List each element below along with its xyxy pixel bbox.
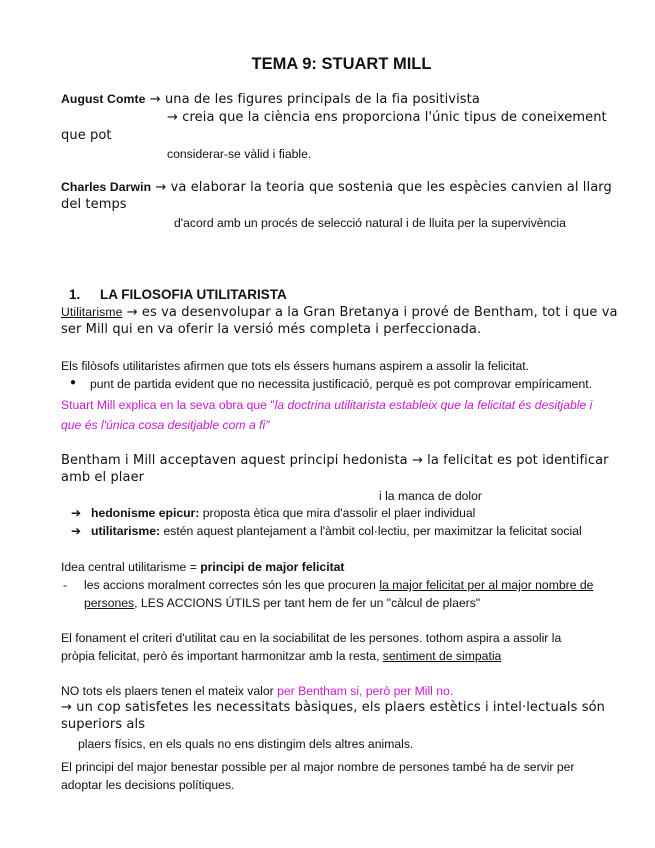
central-idea xyxy=(61,560,344,574)
intro-line-1 xyxy=(61,305,618,320)
actions-post: , LES ACCIONS ÚTILS per tant hem de fer un "càlcul de plaers" xyxy=(134,596,481,610)
final-line-1: El principi del major benestar possible per al major nombre de persones també ha de servir per xyxy=(61,760,575,774)
dash-bullet: - xyxy=(63,578,68,592)
not-all-text: NO tots els plaers tenen el mateix valor xyxy=(61,684,278,698)
epicur-term: hedonisme epicur: xyxy=(91,506,200,520)
bullet-dot: ● xyxy=(70,377,77,388)
util-term: utilitarisme: xyxy=(91,524,161,538)
comte-name: August Comte xyxy=(61,92,146,106)
fonament-line-1: El fonament el criteri d'utilitat cau en la sociabilitat de les persones. tothom aspira a assolir la xyxy=(61,631,562,645)
darwin-line-2: del temps xyxy=(61,197,127,212)
arrow-bullet-epicur: ➔ xyxy=(71,506,82,520)
darwin-line-1 xyxy=(61,180,612,195)
util-line xyxy=(91,524,582,538)
actions-underline-1: la major felicitat per al major nombre de xyxy=(379,578,594,592)
intro-line-1-text: → es va desenvolupar a la Gran Bretanya i prové de Bentham, tot i que va xyxy=(122,305,618,320)
intro-term: Utilitarisme xyxy=(61,305,123,319)
fonament-line-2 xyxy=(61,649,501,663)
hedonism-line-3: i la manca de dolor xyxy=(379,489,482,503)
epicur-line xyxy=(91,506,475,520)
fonament-text: pròpia felicitat, però és important harmonitzar amb la resta, xyxy=(61,649,383,663)
darwin-line-3: d'acord amb un procés de selecció natural i de lluita per la supervivència xyxy=(174,216,566,230)
idea-bold: principi de major felicitat xyxy=(200,560,345,574)
satisfied-line-3: plaers físics, en els quals no ens distingim dels altres animals. xyxy=(78,737,414,751)
sympathy-underline: sentiment de simpatia xyxy=(382,649,502,663)
actions-line-1 xyxy=(84,578,593,592)
hedonism-line-1: Bentham i Mill acceptaven aquest principi hedonista → la felicitat es pot identificar xyxy=(61,453,609,468)
not-all-pleasures xyxy=(61,684,453,698)
darwin-name: Charles Darwin xyxy=(61,180,152,194)
hedonism-line-2: amb el plaer xyxy=(61,470,145,485)
actions-pre: les accions moralment correctes són les que procuren xyxy=(84,578,380,592)
arrow-bullet-util: ➔ xyxy=(71,524,82,538)
quote-prefix: Stuart Mill explica en la seva obra que " xyxy=(61,398,275,412)
idea-prefix: Idea central utilitarisme = xyxy=(61,560,201,574)
section-number: 1. xyxy=(69,287,81,302)
actions-line-2 xyxy=(84,596,480,610)
bullet-empirical: punt de partida evident que no necessita justificació, perquè es pot comprovar empíricament. xyxy=(90,377,593,391)
mill-quote-line-1 xyxy=(61,398,592,412)
section-heading: LA FILOSOFIA UTILITARISTA xyxy=(100,287,287,302)
comte-line-2: → creia que la ciència ens proporciona l'únic tipus de coneixement xyxy=(167,110,607,125)
intro-line-2: ser Mill qui en va oferir la versió més completa i perfeccionada. xyxy=(61,322,482,337)
final-line-2: adoptar les decisions polítiques. xyxy=(61,778,235,792)
comte-line-1-text: → una de les figures principals de la fia positivista xyxy=(145,92,480,107)
comte-line-4: considerar-se vàlid i fiable. xyxy=(167,147,312,161)
paragraph-happiness: Els filòsofs utilitaristes afirmen que tots els éssers humans aspirem a assolir la felicitat. xyxy=(61,359,530,373)
darwin-line-1-text: → va elaborar la teoria que sostenia que les espècies canvien al llarg xyxy=(151,180,612,195)
mill-quote-line-2: que és l'única cosa desitjable com a fi" xyxy=(61,418,270,432)
not-all-pink: per Bentham si, però per Mill no. xyxy=(277,684,454,698)
epicur-text: proposta ètica que mira d'assolir el plaer individual xyxy=(199,506,476,520)
util-text: estén aquest plantejament a l'àmbit col·lectiu, per maximitzar la felicitat social xyxy=(160,524,582,538)
comte-line-3: que pot xyxy=(61,128,112,143)
comte-line-1 xyxy=(61,92,480,107)
satisfied-line-1: → un cop satisfetes les necessitats bàsiques, els plaers estètics i intel·lectuals són xyxy=(61,700,605,715)
actions-underline-2: persones xyxy=(84,596,135,610)
page-title: TEMA 9: STUART MILL xyxy=(251,55,432,73)
quote-italic-1: la doctrina utilitarista estableix que la felicitat és desitjable i xyxy=(274,398,593,412)
satisfied-line-2: superiors als xyxy=(61,717,146,732)
